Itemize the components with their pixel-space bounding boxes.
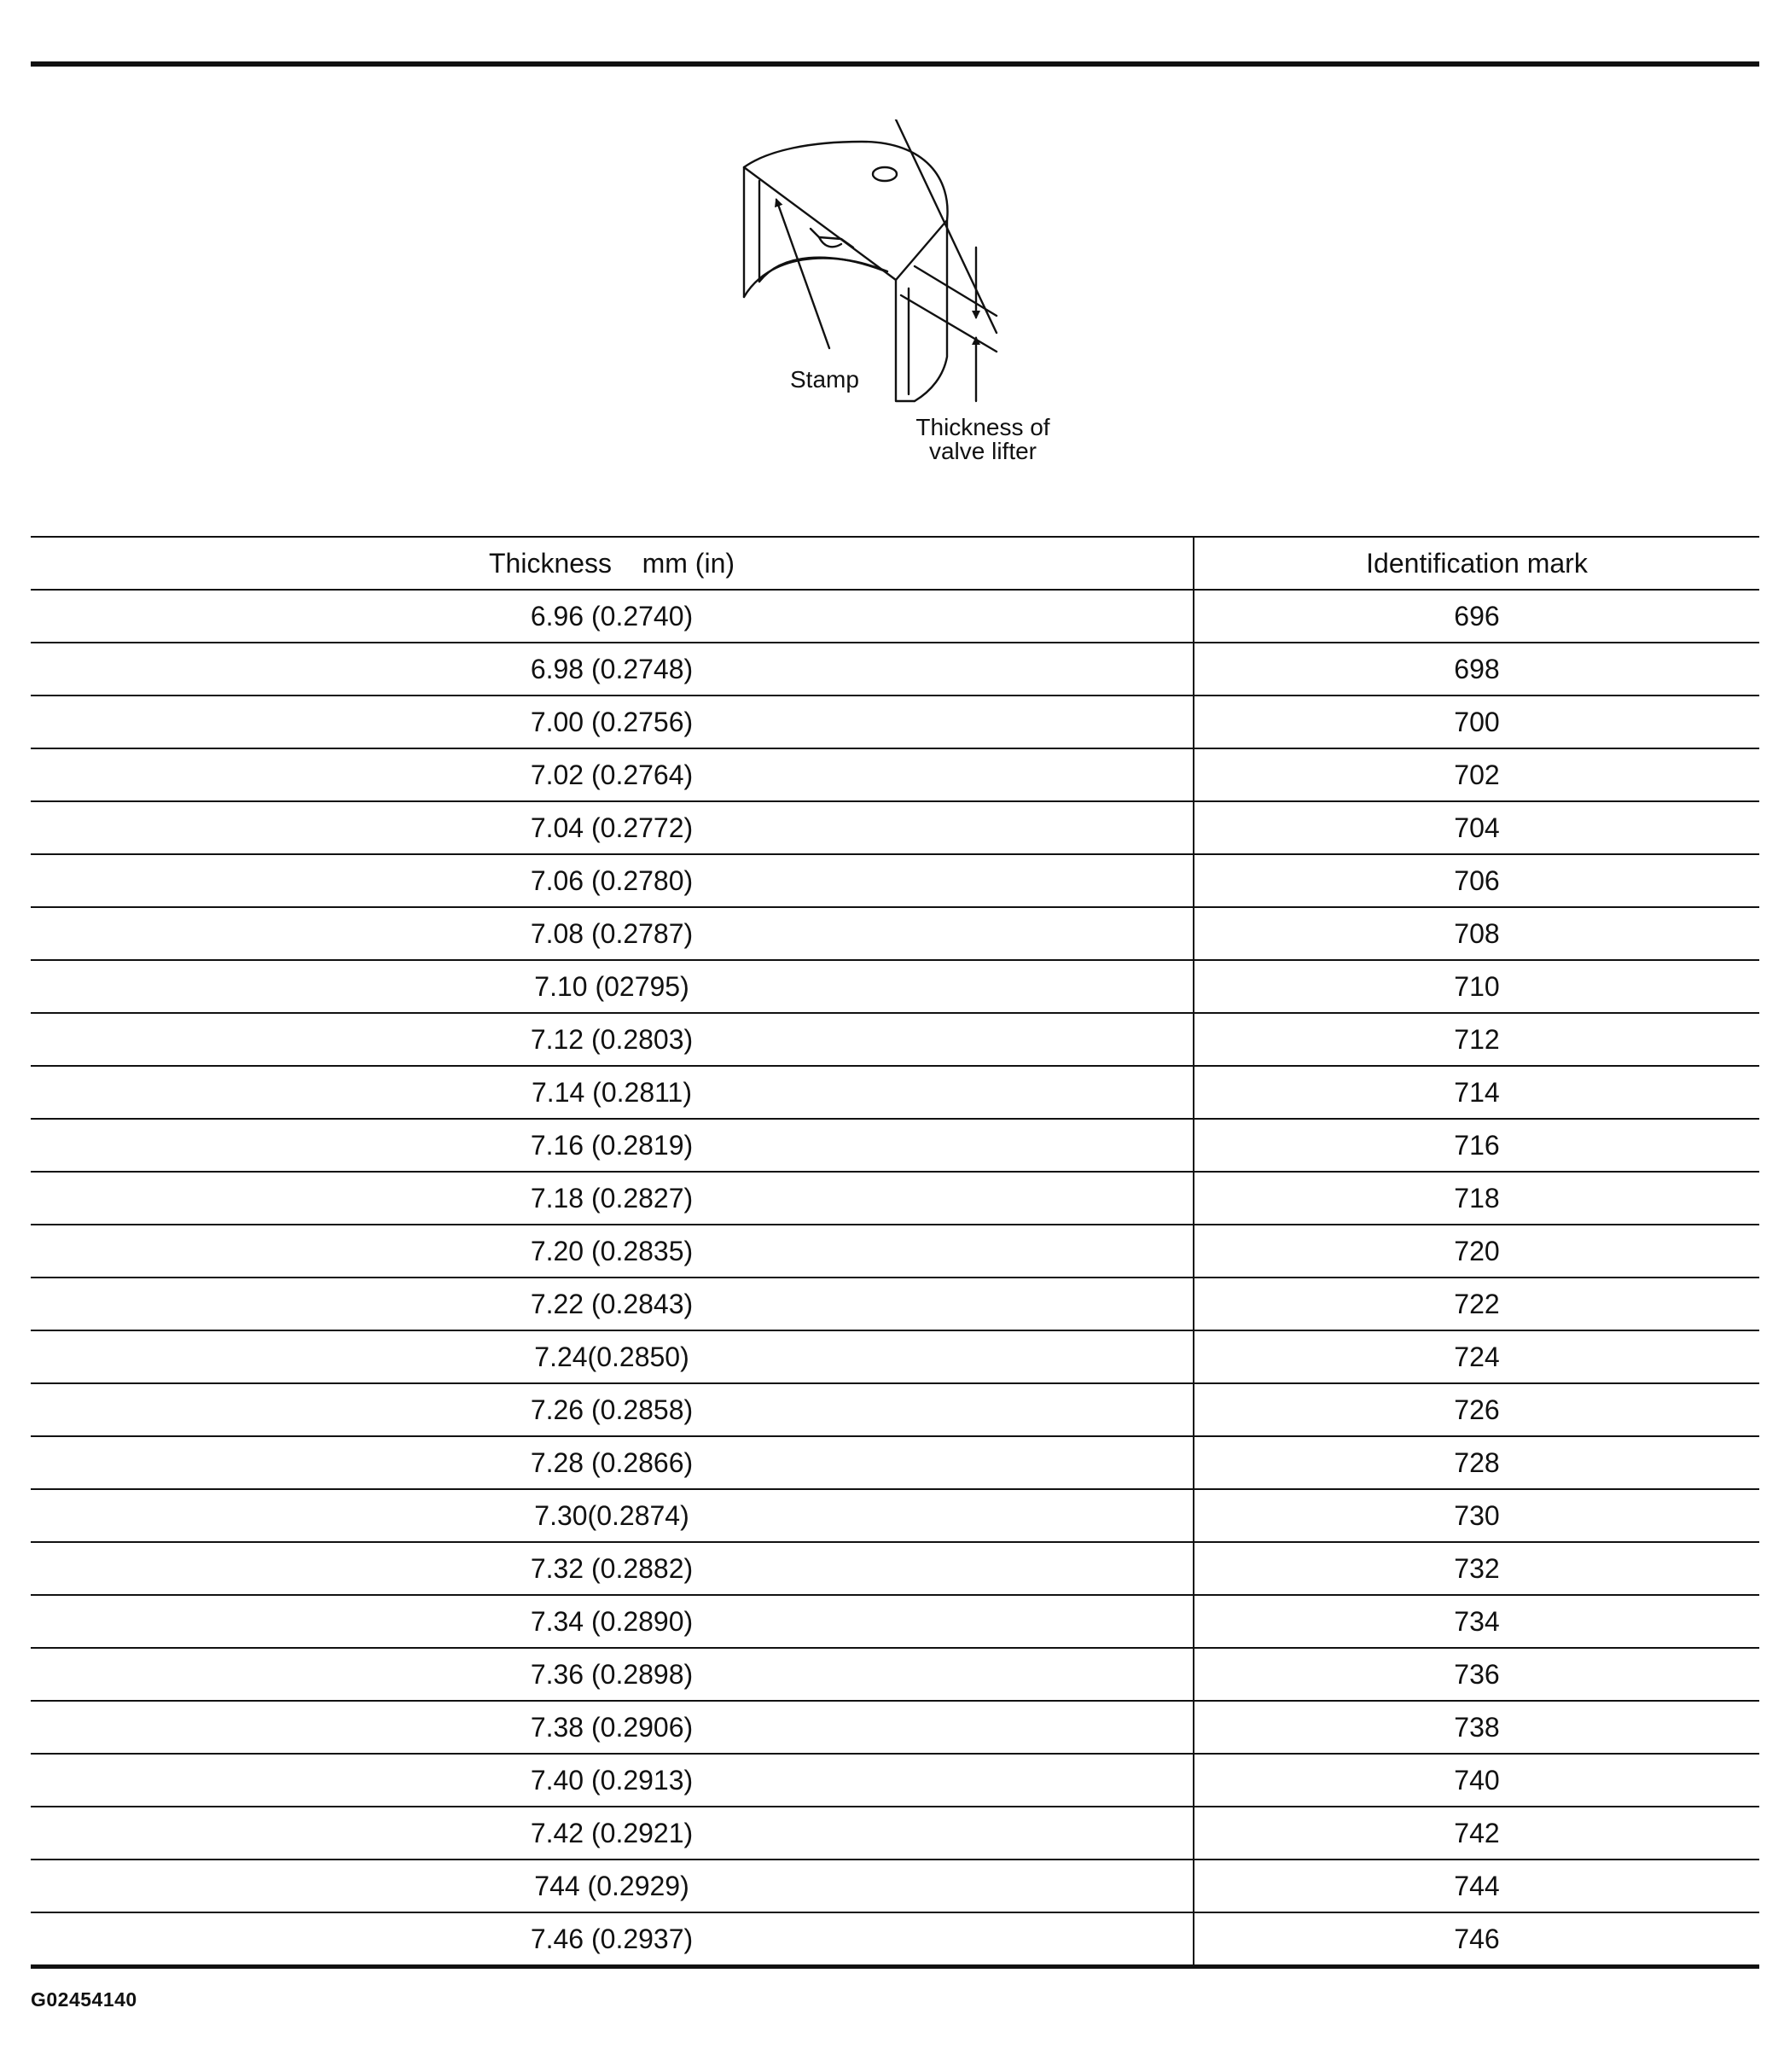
identification-mark-cell: 712 [1194, 1013, 1759, 1066]
identification-mark-cell: 708 [1194, 907, 1759, 960]
table-row [31, 1225, 1759, 1278]
identification-mark-cell: 718 [1194, 1172, 1759, 1225]
thickness-cell: 7.32 (0.2882) [31, 1542, 1194, 1595]
table-row [31, 1807, 1759, 1860]
thickness-cell: 7.42 (0.2921) [31, 1807, 1194, 1860]
thickness-cell: 7.22 (0.2843) [31, 1278, 1194, 1330]
thickness-cell: 7.16 (0.2819) [31, 1119, 1194, 1172]
identification-mark-cell: 716 [1194, 1119, 1759, 1172]
table-row [31, 854, 1759, 907]
identification-mark-cell: 724 [1194, 1330, 1759, 1383]
identification-mark-cell: 732 [1194, 1542, 1759, 1595]
identification-mark-cell: 728 [1194, 1436, 1759, 1489]
thickness-label-line1: Thickness of [915, 414, 1050, 440]
thickness-cell: 7.10 (02795) [31, 960, 1194, 1013]
thickness-cell: 7.04 (0.2772) [31, 801, 1194, 854]
thickness-cell: 7.00 (0.2756) [31, 696, 1194, 748]
thickness-cell: 7.24(0.2850) [31, 1330, 1194, 1383]
identification-mark-cell: 734 [1194, 1595, 1759, 1648]
table-row [31, 590, 1759, 643]
identification-mark-cell: 698 [1194, 643, 1759, 696]
table-row [31, 696, 1759, 748]
table-row [31, 1278, 1759, 1330]
thickness-cell: 7.06 (0.2780) [31, 854, 1194, 907]
table-row [31, 907, 1759, 960]
table-row [31, 1754, 1759, 1807]
table-row [31, 801, 1759, 854]
thickness-cell: 7.46 (0.2937) [31, 1912, 1194, 1967]
table-row [31, 1648, 1759, 1701]
valve-lifter-illustration [734, 119, 1101, 478]
identification-mark-cell: 744 [1194, 1860, 1759, 1912]
identification-mark-cell: 710 [1194, 960, 1759, 1013]
thickness-cell: 7.38 (0.2906) [31, 1701, 1194, 1754]
table-row [31, 1860, 1759, 1912]
identification-mark-cell: 726 [1194, 1383, 1759, 1436]
table-row [31, 1330, 1759, 1383]
thickness-identification-table [31, 536, 1759, 1969]
identification-mark-cell: 740 [1194, 1754, 1759, 1807]
identification-mark-cell: 736 [1194, 1648, 1759, 1701]
thickness-cell: 7.26 (0.2858) [31, 1383, 1194, 1436]
thickness-cell: 7.30(0.2874) [31, 1489, 1194, 1542]
identification-mark-cell: 700 [1194, 696, 1759, 748]
thickness-cell: 7.28 (0.2866) [31, 1436, 1194, 1489]
thickness-cell: 7.02 (0.2764) [31, 748, 1194, 801]
table-row [31, 643, 1759, 696]
table-row [31, 1172, 1759, 1225]
identification-mark-cell: 730 [1194, 1489, 1759, 1542]
table-row [31, 748, 1759, 801]
table-row [31, 1912, 1759, 1967]
table-row [31, 1383, 1759, 1436]
table-row [31, 1066, 1759, 1119]
table-row [31, 1542, 1759, 1595]
table-row [31, 960, 1759, 1013]
table-row [31, 1489, 1759, 1542]
header-identification-mark: Identification mark [1194, 537, 1759, 590]
table-row [31, 1436, 1759, 1489]
identification-mark-cell: 722 [1194, 1278, 1759, 1330]
top-rule [31, 61, 1759, 67]
thickness-cell: 7.08 (0.2787) [31, 907, 1194, 960]
identification-mark-cell: 702 [1194, 748, 1759, 801]
identification-mark-cell: 706 [1194, 854, 1759, 907]
thickness-cell: 744 (0.2929) [31, 1860, 1194, 1912]
thickness-cell: 7.40 (0.2913) [31, 1754, 1194, 1807]
table-row [31, 1013, 1759, 1066]
table-row [31, 1701, 1759, 1754]
table-row [31, 1119, 1759, 1172]
thickness-cell: 6.96 (0.2740) [31, 590, 1194, 643]
header-thickness: Thickness mm (in) [31, 537, 1194, 590]
thickness-label-line2: valve lifter [928, 438, 1037, 464]
identification-mark-cell: 746 [1454, 1923, 1500, 1954]
thickness-cell: 7.20 (0.2835) [31, 1225, 1194, 1278]
identification-mark-cell: 738 [1194, 1701, 1759, 1754]
thickness-cell: 7.34 (0.2890) [31, 1595, 1194, 1648]
stamp-label: Stamp [790, 366, 859, 393]
figure-code: G02454140 [31, 1988, 137, 2011]
thickness-cell: 7.12 (0.2803) [31, 1013, 1194, 1066]
table-row [31, 1595, 1759, 1648]
table-header-row [31, 537, 1759, 590]
thickness-cell: 7.14 (0.2811) [31, 1066, 1194, 1119]
identification-mark-cell: 720 [1194, 1225, 1759, 1278]
valve-lifter-drawing [734, 119, 1101, 478]
thickness-cell: 7.36 (0.2898) [31, 1648, 1194, 1701]
thickness-cell: 7.18 (0.2827) [31, 1172, 1194, 1225]
identification-mark-cell: 704 [1194, 801, 1759, 854]
thickness-cell: 6.98 (0.2748) [31, 643, 1194, 696]
identification-mark-cell: 696 [1194, 590, 1759, 643]
identification-mark-cell: 714 [1194, 1066, 1759, 1119]
identification-mark-cell: 742 [1194, 1807, 1759, 1860]
